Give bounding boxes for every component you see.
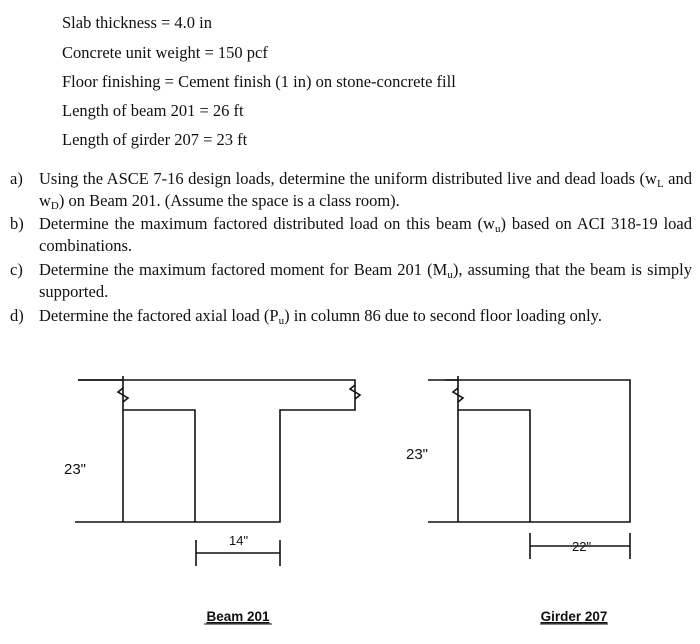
question-a-sub-2: D xyxy=(50,200,59,212)
question-d-text-2: ) in column 86 due to second floor loading only. xyxy=(284,306,602,325)
girder-207-width-label: 22" xyxy=(572,539,592,554)
beam-201-depth-label: 23" xyxy=(64,461,87,478)
question-a-text-2: and w xyxy=(39,169,692,210)
question-c-label: c) xyxy=(10,260,23,279)
given-floor-finishing: Floor finishing = Cement finish (1 in) on stone-concrete fill xyxy=(62,72,456,91)
girder-207-section-outline xyxy=(445,380,630,522)
question-d-text-1: Determine the factored axial load (P xyxy=(39,306,279,325)
given-beam-length: Length of beam 201 = 26 ft xyxy=(62,101,244,120)
question-a-text-3: ) on Beam 201. (Assume the space is a class room). xyxy=(58,191,400,210)
question-a-sub-1: L xyxy=(656,178,664,190)
question-b-label: b) xyxy=(10,214,24,233)
question-d-sub-1: u xyxy=(278,315,285,327)
question-b-text-1: Determine the maximum factored distributed load on this beam (w xyxy=(39,214,495,233)
given-concrete-unit-weight: Concrete unit weight = 150 pcf xyxy=(62,43,268,62)
given-girder-length: Length of girder 207 = 23 ft xyxy=(62,130,248,149)
question-a-label: a) xyxy=(10,169,23,188)
question-d-label: d) xyxy=(10,306,24,325)
question-c-sub-1: u xyxy=(447,269,453,281)
question-c-text-1: Determine the maximum factored moment for Beam 201 (M xyxy=(39,260,448,279)
beam-201-section-outline xyxy=(78,380,355,522)
question-b-text-2: ) based on ACI 318-19 load combinations. xyxy=(39,214,692,255)
question-b-sub-1: u xyxy=(494,223,501,235)
girder-207-depth-label: 23" xyxy=(406,446,429,463)
beam-201-width-label: 14" xyxy=(229,533,249,548)
girder-207-caption: Girder 207 xyxy=(540,609,608,624)
question-c-text-2: ), assuming that the beam is simply supported. xyxy=(39,260,693,301)
given-slab-thickness: Slab thickness = 4.0 in xyxy=(62,13,213,32)
question-a-text-1: Using the ASCE 7-16 design loads, determine the uniform distributed live and dead loads (w xyxy=(39,169,657,188)
beam-201-caption: Beam 201 xyxy=(206,609,270,624)
